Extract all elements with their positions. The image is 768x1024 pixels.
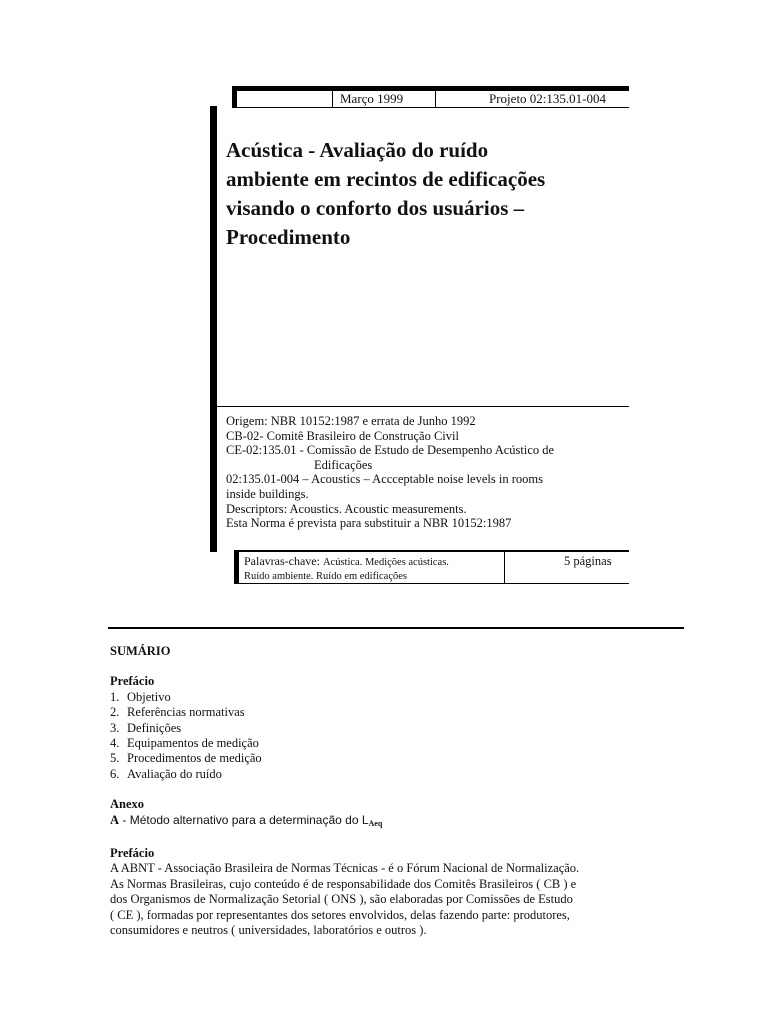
header-project: Projeto 02:135.01-004 — [489, 91, 606, 106]
title-line: ambiente em recintos de edificações — [226, 167, 546, 191]
section-rule — [108, 627, 684, 629]
document-header — [232, 86, 629, 108]
origin-line: 02:135.01-004 – Acoustics – Accceptable noise levels in rooms — [226, 472, 543, 487]
toc-item: 2. Referências normativas — [110, 705, 245, 720]
title-line: Acústica - Avaliação do ruído — [226, 138, 489, 162]
origin-line: CB-02- Comitê Brasileiro de Construção Civil — [226, 428, 459, 443]
keywords-left-rule — [234, 550, 239, 584]
origin-block — [226, 414, 626, 531]
toc-item: 4. Equipamentos de medição — [110, 736, 259, 751]
vertical-rule — [210, 106, 217, 552]
keywords-line: Ruído ambiente. Ruído em edificações — [244, 571, 407, 582]
divider-line — [216, 406, 629, 407]
preface-line: dos Organismos de Normalização Setorial ( ONS ), são elaboradas por Comissões de Estudo — [110, 892, 573, 907]
keywords-box — [234, 550, 629, 584]
keywords-line: Acústica. Medições acústicas. — [322, 557, 449, 568]
preface-heading: Prefácio — [110, 846, 155, 861]
preface-line: A ABNT - Associação Brasileira de Normas Técnicas - é o Fórum Nacional de Normalização. — [110, 861, 580, 876]
header-divider — [332, 91, 333, 107]
document-body — [110, 644, 670, 939]
preface-line: consumidores e neutros ( universidades, laboratórios e outros ). — [110, 923, 427, 938]
toc-item: 3. Definições — [110, 720, 182, 735]
summary-heading: SUMÁRIO — [110, 644, 171, 658]
toc-item: 5. Procedimentos de medição — [110, 751, 262, 766]
header-divider — [435, 91, 436, 107]
summary-preface-heading: Prefácio — [110, 674, 155, 689]
header-date: Março 1999 — [340, 91, 404, 106]
keywords-text — [244, 554, 502, 584]
keywords-label: Palavras-chave: — [244, 554, 320, 568]
origin-line: Edificações — [314, 457, 373, 472]
origin-line: Origem: NBR 10152:1987 e errata de Junho 1992 — [226, 414, 476, 428]
title-line: Procedimento — [226, 225, 351, 249]
title-line: visando o conforto dos usuários – — [226, 196, 525, 220]
annex-heading: Anexo — [110, 797, 145, 812]
keywords-divider — [504, 552, 505, 583]
origin-line: inside buildings. — [226, 486, 309, 501]
page-count: 5 páginas — [564, 554, 612, 568]
origin-line: Esta Norma é prevista para substituir a NBR 10152:1987 — [226, 516, 512, 531]
annex-item: A - Método alternativo para a determinação do $L_{Aeq}$ — [110, 812, 383, 828]
origin-line: CE-02:135.01 - Comissão de Estudo de Desempenho Acústico de — [226, 443, 555, 458]
origin-line: Descriptors: Acoustics. Acoustic measurements. — [226, 501, 467, 516]
preface-line: As Normas Brasileiras, cujo conteúdo é de responsabilidade dos Comitês Brasileiros ( CB ) e — [110, 876, 577, 891]
document-title — [226, 136, 636, 252]
toc-item: 1. Objetivo — [110, 689, 171, 704]
header-left-rule — [232, 86, 237, 108]
preface-line: ( CE ), formadas por representantes dos setores envolvidos, delas fazendo parte: produtores, — [110, 907, 570, 922]
toc-item: 6. Avaliação do ruído — [110, 766, 222, 781]
